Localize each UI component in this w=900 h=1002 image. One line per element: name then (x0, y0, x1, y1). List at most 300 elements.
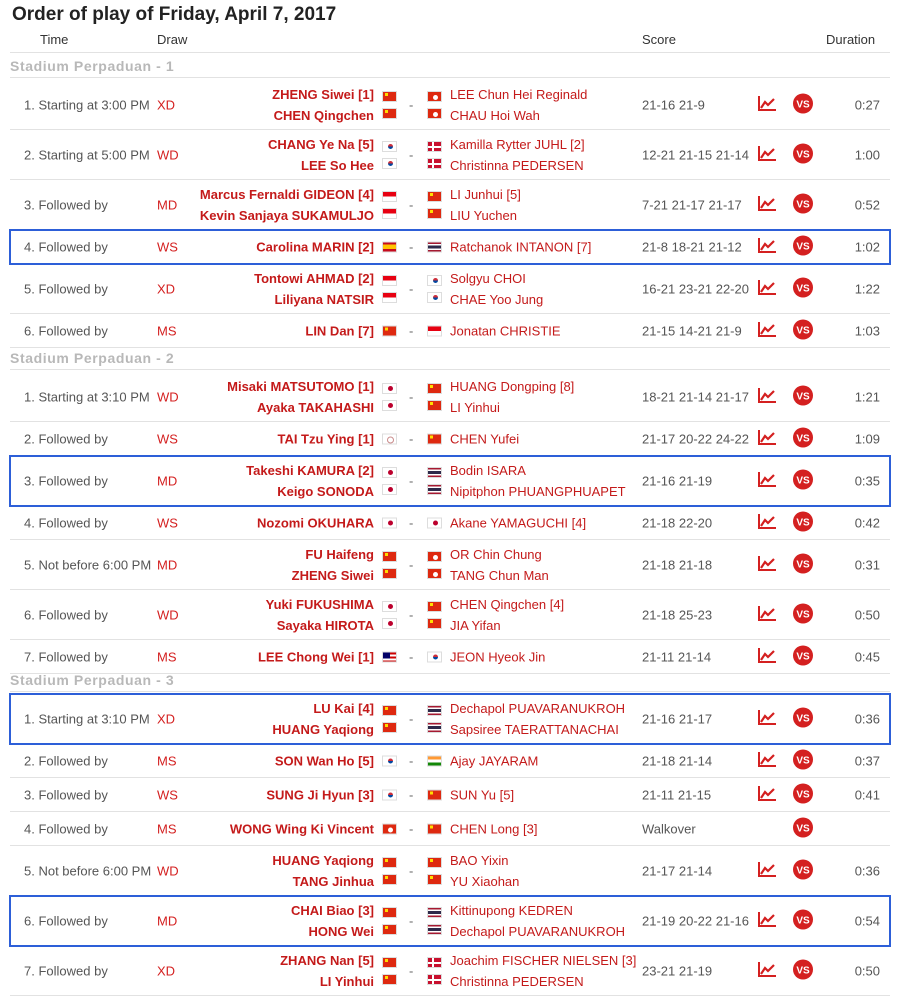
match-row[interactable] (10, 456, 890, 506)
event-code: MS (157, 323, 177, 338)
player-name-link[interactable]: Ajay JAYARAM (450, 753, 539, 768)
team2-flags (427, 191, 442, 219)
jpn-flag-icon (382, 601, 397, 612)
event-code: MS (157, 753, 177, 768)
player-name-link[interactable]: OR Chin Chung (450, 546, 542, 562)
player-name-link[interactable]: JIA Yifan (450, 617, 501, 633)
team2-flags (427, 141, 442, 169)
match-score: 21-16 21-9 (642, 97, 705, 112)
match-row[interactable] (10, 778, 890, 812)
player-name-link[interactable]: HONG Wei (308, 923, 374, 939)
match-time: 6. Followed by (24, 913, 108, 928)
player-name-link[interactable]: SUNG Ji Hyun [3] (266, 787, 374, 802)
svg-text:VS: VS (796, 241, 810, 252)
match-time: 2. Followed by (24, 753, 108, 768)
match-duration: 1:22 (854, 281, 880, 296)
match-duration: 0:36 (854, 863, 880, 878)
player-name-link[interactable]: Marcus Fernaldi GIDEON [4] (199, 186, 374, 202)
event-code: WS (157, 239, 178, 254)
kor-flag-icon (382, 789, 397, 800)
team2-flags (427, 275, 442, 303)
match-time: 4. Followed by (24, 515, 108, 530)
match-row[interactable] (10, 180, 890, 230)
team1-flags (382, 651, 397, 662)
versus-dash: - (409, 787, 414, 802)
team1-players (257, 515, 374, 530)
team2-players (450, 903, 625, 939)
match-duration: 0:27 (854, 97, 880, 112)
player-name-link[interactable]: LU Kai [4] (313, 700, 374, 716)
vs-icon[interactable] (793, 707, 813, 730)
vs-icon[interactable] (793, 319, 813, 342)
header-duration: Duration (826, 32, 876, 47)
chn-flag-icon (382, 874, 397, 885)
match-row[interactable] (10, 372, 890, 422)
tha-flag-icon (427, 924, 442, 935)
svg-text:VS: VS (796, 99, 810, 110)
ina-flag-icon (382, 191, 397, 202)
match-duration: 0:45 (854, 649, 880, 664)
versus-dash: - (409, 323, 414, 338)
match-row[interactable] (10, 80, 890, 130)
chn-flag-icon (382, 924, 397, 935)
match-row[interactable] (10, 314, 890, 348)
player-name-link[interactable]: CHAI Biao [3] (290, 902, 374, 918)
chn-flag-icon (382, 957, 397, 968)
versus-dash: - (409, 913, 414, 928)
chn-flag-icon (427, 208, 442, 219)
player-name-link[interactable]: Joachim FISCHER NIELSEN [3] (450, 952, 637, 968)
match-time: 4. Followed by (24, 821, 108, 836)
player-name-link[interactable]: LIU Yuchen (450, 207, 517, 223)
jpn-flag-icon (427, 517, 442, 528)
versus-dash: - (409, 753, 414, 768)
chart-icon[interactable] (757, 751, 777, 771)
player-name-link[interactable]: Carolina MARIN [2] (256, 239, 374, 254)
den-flag-icon (427, 974, 442, 985)
player-name-link[interactable]: FU Haifeng (305, 546, 374, 562)
hkg-flag-icon (427, 108, 442, 119)
match-time: 5. Followed by (24, 281, 108, 296)
match-duration: 0:31 (854, 557, 880, 572)
player-name-link[interactable]: LEE Chun Hei Reginald (450, 86, 588, 102)
player-name-link[interactable]: Nipitphon PHUANGPHUAPET (450, 483, 626, 499)
versus-dash: - (409, 97, 414, 112)
match-score: 21-8 18-21 21-12 (642, 239, 742, 254)
match-duration: 0:52 (854, 197, 880, 212)
ina-flag-icon (382, 275, 397, 286)
match-row[interactable] (10, 846, 890, 896)
vs-icon[interactable] (793, 193, 813, 216)
player-name-link[interactable]: TAI Tzu Ying [1] (277, 431, 374, 446)
vs-icon[interactable] (793, 277, 813, 300)
team1-players (246, 463, 374, 499)
match-row[interactable] (10, 694, 890, 744)
vs-icon[interactable] (793, 749, 813, 772)
match-score: 21-18 21-18 (642, 557, 713, 572)
chn-flag-icon (427, 383, 442, 394)
svg-text:VS: VS (796, 391, 810, 402)
player-name-link[interactable]: BAO Yixin (450, 852, 509, 868)
svg-text:VS: VS (796, 517, 810, 528)
match-duration: 0:42 (854, 515, 880, 530)
team2-players (450, 379, 574, 415)
match-row[interactable] (10, 590, 890, 640)
header-divider (10, 52, 890, 53)
player-name-link[interactable]: Ayaka TAKAHASHI (256, 399, 374, 415)
jpn-flag-icon (382, 383, 397, 394)
player-name-link[interactable]: Kamilla Rytter JUHL [2] (450, 136, 585, 152)
chart-icon[interactable] (757, 605, 777, 625)
svg-text:VS: VS (796, 609, 810, 620)
svg-text:VS: VS (796, 149, 810, 160)
player-name-link[interactable]: LI Yinhui (450, 399, 500, 415)
team2-players (450, 821, 537, 836)
player-name-link[interactable]: HUANG Yaqiong (272, 852, 374, 868)
team1-players (230, 821, 374, 836)
team2-flags (427, 789, 442, 800)
match-row[interactable] (10, 744, 890, 778)
player-name-link[interactable]: CHEN Yufei (450, 431, 520, 446)
match-score: 21-17 21-14 (642, 863, 713, 878)
vs-icon[interactable] (793, 645, 813, 668)
ina-flag-icon (427, 325, 442, 336)
event-code: MS (157, 649, 177, 664)
player-name-link[interactable]: CHAU Hoi Wah (450, 107, 540, 123)
player-name-link[interactable]: CHANG Ye Na [5] (268, 136, 374, 152)
team2-players (450, 323, 561, 338)
team2-players (450, 853, 519, 889)
svg-text:VS: VS (796, 865, 810, 876)
chart-icon[interactable] (757, 555, 777, 575)
player-name-link[interactable]: TANG Chun Man (450, 567, 549, 583)
player-name-link[interactable]: Kittinupong KEDREN (450, 902, 573, 918)
player-name-link[interactable]: Misaki MATSUTOMO [1] (227, 378, 374, 394)
event-code: XD (157, 963, 176, 978)
event-code: WD (157, 147, 179, 162)
team1-players (292, 547, 374, 583)
svg-text:VS: VS (796, 915, 810, 926)
team2-players (450, 515, 586, 530)
vs-icon[interactable] (793, 783, 813, 806)
versus-dash: - (409, 473, 414, 488)
hkg-flag-icon (382, 823, 397, 834)
player-name-link[interactable]: SUN Yu [5] (450, 787, 515, 802)
player-name-link[interactable]: LIN Dan [7] (305, 323, 374, 338)
team1-players (291, 903, 374, 939)
player-name-link[interactable]: Sapsiree TAERATTANACHAI (450, 721, 619, 737)
event-code: WS (157, 431, 178, 446)
event-code: XD (157, 281, 176, 296)
player-name-link[interactable]: Christinna PEDERSEN (450, 157, 584, 173)
team2-flags (427, 467, 442, 495)
match-time: 3. Followed by (24, 473, 108, 488)
chn-flag-icon (382, 857, 397, 868)
match-score: 21-18 21-14 (642, 753, 713, 768)
jpn-flag-icon (382, 484, 397, 495)
player-name-link[interactable]: Keigo SONODA (277, 483, 374, 499)
versus-dash: - (409, 515, 414, 530)
vs-icon[interactable] (793, 93, 813, 116)
match-time: 4. Followed by (24, 239, 108, 254)
player-name-link[interactable]: WONG Wing Ki Vincent (229, 821, 374, 836)
ina-flag-icon (382, 292, 397, 303)
chn-flag-icon (382, 974, 397, 985)
event-code: WD (157, 863, 179, 878)
match-score: 23-21 21-19 (642, 963, 713, 978)
team2-flags (427, 957, 442, 985)
chart-icon[interactable] (757, 195, 777, 215)
chart-icon[interactable] (757, 279, 777, 299)
player-name-link[interactable]: ZHANG Nan [5] (280, 952, 374, 968)
svg-text:VS: VS (796, 433, 810, 444)
player-name-link[interactable]: JEON Hyeok Jin (450, 649, 546, 664)
tha-flag-icon (427, 484, 442, 495)
player-name-link[interactable]: Dechapol PUAVARANUKROH (450, 923, 626, 939)
match-time: 5. Not before 6:00 PM (24, 557, 152, 572)
match-row[interactable] (10, 896, 890, 946)
chn-flag-icon (427, 789, 442, 800)
team1-flags (382, 789, 397, 800)
player-name-link[interactable]: Ratchanok INTANON [7] (450, 239, 592, 254)
match-row[interactable] (10, 946, 890, 996)
kor-flag-icon (382, 755, 397, 766)
versus-dash: - (409, 649, 414, 664)
chart-icon[interactable] (757, 961, 777, 981)
team1-flags (382, 241, 397, 252)
kor-flag-icon (427, 651, 442, 662)
vs-icon[interactable] (793, 469, 813, 492)
player-name-link[interactable]: LI Junhui [5] (450, 186, 521, 202)
team2-players (450, 463, 626, 499)
player-name-link[interactable]: Jonatan CHRISTIE (450, 323, 561, 338)
chn-flag-icon (427, 823, 442, 834)
match-row[interactable] (10, 540, 890, 590)
match-time: 1. Starting at 3:00 PM (24, 97, 150, 112)
match-duration: 0:37 (854, 753, 880, 768)
vs-icon[interactable] (793, 235, 813, 258)
team1-players (256, 239, 374, 254)
header-draw: Draw (157, 32, 188, 47)
vs-icon[interactable] (793, 909, 813, 932)
match-score: 16-21 23-21 22-20 (642, 281, 749, 296)
match-duration: 0:50 (854, 963, 880, 978)
svg-text:VS: VS (796, 789, 810, 800)
player-name-link[interactable]: Liliyana NATSIR (274, 291, 374, 307)
player-name-link[interactable]: Nozomi OKUHARA (257, 515, 374, 530)
vs-icon[interactable] (793, 143, 813, 166)
event-code: WS (157, 787, 178, 802)
chart-icon[interactable] (757, 387, 777, 407)
team1-players (275, 753, 374, 768)
player-name-link[interactable]: Kevin Sanjaya SUKAMULJO (199, 207, 374, 223)
match-score: Walkover (642, 821, 696, 836)
match-row[interactable] (10, 264, 890, 314)
team1-players (266, 597, 374, 633)
match-duration: 0:36 (854, 711, 880, 726)
player-name-link[interactable]: Tontowi AHMAD [2] (254, 270, 374, 286)
vs-icon[interactable] (793, 859, 813, 882)
player-name-link[interactable]: Yuki FUKUSHIMA (265, 596, 374, 612)
svg-text:VS: VS (796, 283, 810, 294)
match-time: 2. Starting at 5:00 PM (24, 147, 150, 162)
player-name-link[interactable]: TANG Jinhua (292, 873, 374, 889)
svg-text:VS: VS (796, 559, 810, 570)
match-score: 21-16 21-19 (642, 473, 713, 488)
player-name-link[interactable]: LEE Chong Wei [1] (257, 649, 374, 664)
player-name-link[interactable]: CHAE Yoo Jung (450, 291, 544, 307)
match-time: 7. Followed by (24, 649, 108, 664)
player-name-link[interactable]: CHEN Qingchen (273, 107, 374, 123)
vs-icon[interactable] (793, 817, 813, 840)
match-duration: 1:03 (854, 323, 880, 338)
match-score: 21-11 21-15 (642, 787, 712, 802)
versus-dash: - (409, 963, 414, 978)
svg-text:VS: VS (796, 755, 810, 766)
match-time: 6. Followed by (24, 323, 108, 338)
versus-dash: - (409, 557, 414, 572)
svg-text:VS: VS (796, 199, 810, 210)
match-duration: 1:09 (854, 431, 880, 446)
vs-icon[interactable] (793, 511, 813, 534)
team2-players (450, 953, 636, 989)
svg-text:VS: VS (796, 823, 810, 834)
player-name-link[interactable]: Dechapol PUAVARANUKROH (450, 700, 626, 716)
team2-flags (427, 517, 442, 528)
match-row[interactable] (10, 506, 890, 540)
chn-flag-icon (382, 907, 397, 918)
match-row[interactable] (10, 640, 890, 674)
chn-flag-icon (427, 433, 442, 444)
player-name-link[interactable]: CHEN Qingchen [4] (450, 596, 565, 612)
stadium-heading: Stadium Perpaduan - 1 (10, 58, 890, 78)
vs-icon[interactable] (793, 385, 813, 408)
kor-flag-icon (427, 292, 442, 303)
team2-flags (427, 705, 442, 733)
player-name-link[interactable]: Takeshi KAMURA [2] (246, 462, 374, 478)
player-name-link[interactable]: YU Xiaohan (450, 873, 520, 889)
player-name-link[interactable]: ZHENG Siwei [1] (272, 86, 374, 102)
team1-flags (382, 907, 397, 935)
team2-flags (427, 823, 442, 834)
chart-icon[interactable] (757, 647, 777, 667)
svg-text:VS: VS (796, 713, 810, 724)
team2-flags (427, 857, 442, 885)
header-score: Score (642, 32, 676, 47)
tha-flag-icon (427, 722, 442, 733)
match-score: 12-21 21-15 21-14 (642, 147, 749, 162)
team1-players (258, 649, 374, 664)
team2-players (450, 753, 538, 768)
svg-text:VS: VS (796, 651, 810, 662)
player-name-link[interactable]: Bodin ISARA (450, 462, 526, 478)
player-name-link[interactable]: HUANG Yaqiong (272, 721, 374, 737)
team1-players (277, 431, 374, 446)
team1-flags (382, 957, 397, 985)
player-name-link[interactable]: HUANG Dongping [8] (450, 378, 575, 394)
match-row[interactable] (10, 130, 890, 180)
chart-icon[interactable] (757, 471, 777, 491)
match-row[interactable] (10, 230, 890, 264)
svg-text:VS: VS (796, 475, 810, 486)
team2-flags (427, 241, 442, 252)
event-code: WD (157, 607, 179, 622)
chart-icon[interactable] (757, 95, 777, 115)
player-name-link[interactable]: LI Yinhui (319, 973, 374, 989)
event-code: XD (157, 711, 176, 726)
team1-players (272, 853, 374, 889)
player-name-link[interactable]: SON Wan Ho [5] (274, 753, 374, 768)
versus-dash: - (409, 147, 414, 162)
match-duration: 1:00 (854, 147, 880, 162)
player-name-link[interactable]: Solgyu CHOI (450, 270, 526, 286)
versus-dash: - (409, 711, 414, 726)
mas-flag-icon (382, 651, 397, 662)
team1-players (305, 323, 374, 338)
chart-icon[interactable] (757, 429, 777, 449)
player-name-link[interactable]: Christinna PEDERSEN (450, 973, 584, 989)
chart-icon[interactable] (757, 861, 777, 881)
vs-icon[interactable] (793, 603, 813, 626)
chn-flag-icon (382, 91, 397, 102)
player-name-link[interactable]: ZHENG Siwei (291, 567, 374, 583)
match-score: 7-21 21-17 21-17 (642, 197, 742, 212)
team2-flags (427, 433, 442, 444)
team1-flags (382, 705, 397, 733)
team2-flags (427, 325, 442, 336)
chart-icon[interactable] (757, 785, 777, 805)
chart-icon[interactable] (757, 237, 777, 257)
team1-players (280, 953, 374, 989)
match-row[interactable] (10, 422, 890, 456)
ina-flag-icon (382, 208, 397, 219)
team2-flags (427, 907, 442, 935)
vs-icon[interactable] (793, 959, 813, 982)
match-row[interactable] (10, 812, 890, 846)
versus-dash: - (409, 281, 414, 296)
chart-icon[interactable] (757, 513, 777, 533)
chart-icon[interactable] (757, 709, 777, 729)
player-name-link[interactable]: CHEN Long [3] (450, 821, 538, 836)
team1-flags (382, 191, 397, 219)
team1-players (272, 701, 374, 737)
team1-flags (382, 325, 397, 336)
player-name-link[interactable]: Akane YAMAGUCHI [4] (450, 515, 587, 530)
chn-flag-icon (382, 108, 397, 119)
versus-dash: - (409, 197, 414, 212)
chn-flag-icon (382, 551, 397, 562)
chn-flag-icon (427, 874, 442, 885)
player-name-link[interactable]: LEE So Hee (301, 157, 374, 173)
player-name-link[interactable]: Sayaka HIROTA (276, 617, 374, 633)
team2-players (450, 431, 519, 446)
chart-icon[interactable] (757, 911, 777, 931)
team2-players (450, 187, 521, 223)
vs-icon[interactable] (793, 553, 813, 576)
svg-text:VS: VS (796, 325, 810, 336)
header-time: Time (40, 32, 69, 47)
den-flag-icon (427, 158, 442, 169)
vs-icon[interactable] (793, 427, 813, 450)
chart-icon[interactable] (757, 145, 777, 165)
tpe-flag-icon (382, 433, 397, 444)
team1-players (272, 87, 374, 123)
versus-dash: - (409, 389, 414, 404)
match-time: 5. Not before 6:00 PM (24, 863, 152, 878)
tha-flag-icon (427, 241, 442, 252)
versus-dash: - (409, 431, 414, 446)
chart-icon[interactable] (757, 321, 777, 341)
